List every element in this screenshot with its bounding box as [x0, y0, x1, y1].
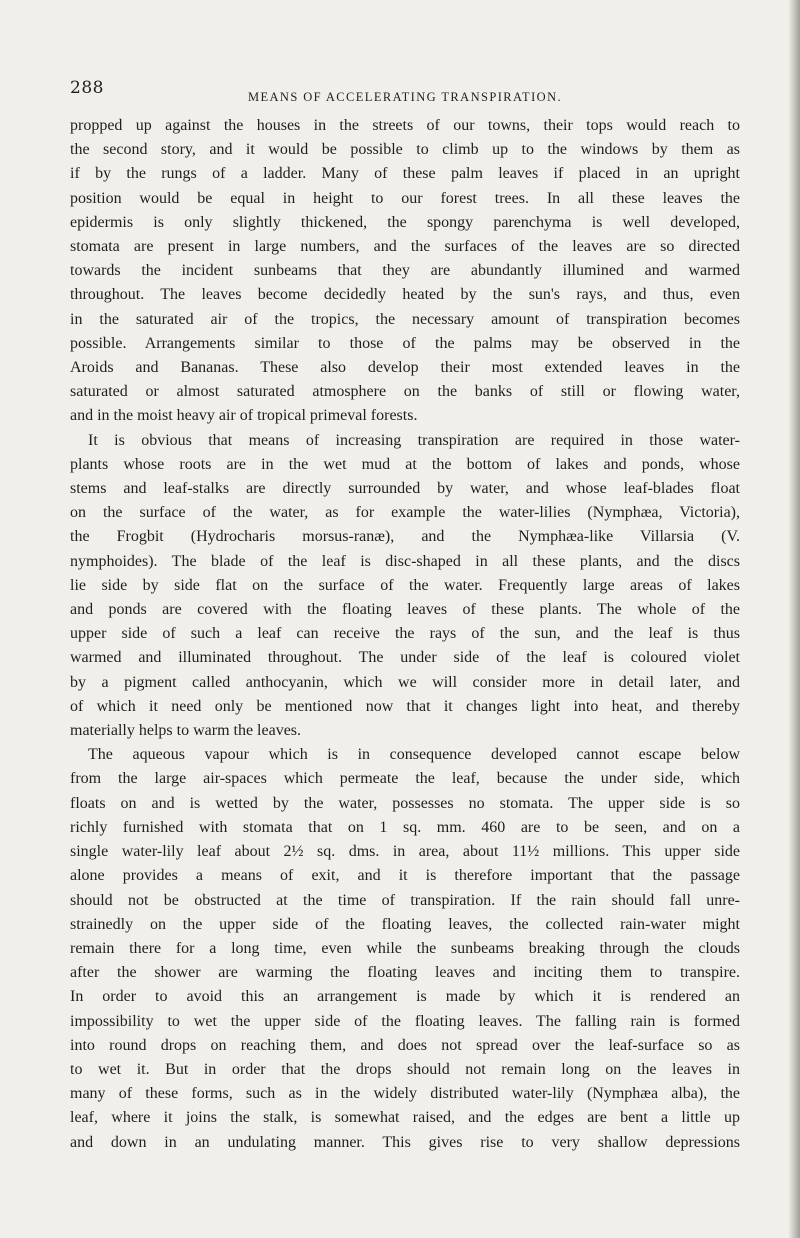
text-line: possible. Arrangements similar to those of the palms may be observed in the [70, 334, 740, 352]
text-line: to wet it. But in order that the drops should not remain long on the leaves in [70, 1060, 740, 1078]
text-line: throughout. The leaves become decidedly heated by the sun's rays, and thus, even [70, 286, 740, 304]
text-line: floats on and is wetted by the water, possesses no stomata. The upper side is so [70, 794, 740, 812]
text-line: In order to avoid this an arrangement is made by which it is rendered an [70, 988, 740, 1006]
text-line: epidermis is only slightly thickened, the spongy parenchyma is well developed, [70, 213, 740, 231]
text-line: lie side by side flat on the surface of the water. Frequently large areas of lakes [70, 576, 740, 594]
text-line: materially helps to warm the leaves. [70, 722, 302, 740]
text-line: and in the moist heavy air of tropical primeval forests. [70, 407, 418, 425]
text-line: and ponds are covered with the floating leaves of these plants. The whole of the [70, 601, 740, 619]
page-edge-shadow [788, 0, 800, 1238]
running-head: MEANS OF ACCELERATING TRANSPIRATION. [247, 90, 563, 104]
text-line: into round drops on reaching them, and does not spread over the leaf-surface so as [70, 1036, 740, 1054]
text-line: by a pigment called anthocyanin, which we will consider more in detail later, and [70, 673, 740, 691]
text-line: in the saturated air of the tropics, the necessary amount of transpiration becomes [70, 310, 740, 328]
paragraph-start-line: It is obvious that means of increasing transpiration are required in those water- [88, 431, 740, 449]
text-line: remain there for a long time, even while the sunbeams breaking through the clouds [70, 939, 740, 957]
text-line: saturated or almost saturated atmosphere on the banks of still or flowing water, [70, 383, 740, 401]
text-line: position would be equal in height to our forest trees. In all these leaves the [70, 189, 740, 207]
text-line: towards the incident sunbeams that they are abundantly illumined and warmed [70, 262, 740, 280]
text-line: strainedly on the upper side of the floating leaves, the collected rain-water might [70, 915, 740, 933]
body-text [70, 114, 740, 1155]
page-header [70, 78, 740, 102]
text-line: single water-lily leaf about 2½ sq. dms. in area, about 11½ millions. This upper side [70, 843, 740, 861]
text-line: and down in an undulating manner. This gives rise to very shallow depressions [70, 1133, 740, 1151]
text-line: plants whose roots are in the wet mud at the bottom of lakes and ponds, whose [70, 455, 740, 473]
text-line: stomata are present in large numbers, and the surfaces of the leaves are so directed [70, 238, 740, 256]
text-line: stems and leaf-stalks are directly surrounded by water, and whose leaf-blades float [70, 480, 740, 498]
text-line: if by the rungs of a ladder. Many of these palm leaves if placed in an upright [70, 165, 740, 183]
text-line: leaf, where it joins the stalk, is somewhat raised, and the edges are bent a little up [70, 1109, 740, 1127]
text-line: richly furnished with stomata that on 1 sq. mm. 460 are to be seen, and on a [70, 818, 740, 836]
text-line: should not be obstructed at the time of transpiration. If the rain should fall unre- [70, 891, 740, 909]
text-line: impossibility to wet the upper side of the floating leaves. The falling rain is formed [70, 1012, 740, 1030]
text-line: on the surface of the water, as for example the water-lilies (Nymphæa, Victoria), [70, 504, 740, 522]
text-line: from the large air-spaces which permeate the leaf, because the under side, which [70, 770, 740, 788]
text-line: alone provides a means of exit, and it is therefore important that the passage [70, 867, 740, 885]
text-line: the second story, and it would be possible to climb up to the windows by them as [70, 141, 740, 159]
text-line: warmed and illuminated throughout. The under side of the leaf is coloured violet [70, 649, 740, 667]
text-line: of which it need only be mentioned now that it changes light into heat, and thereby [70, 697, 740, 715]
text-line: Aroids and Bananas. These also develop their most extended leaves in the [70, 359, 740, 377]
text-line: upper side of such a leaf can receive the rays of the sun, and the leaf is thus [70, 625, 740, 643]
text-line: nymphoides). The blade of the leaf is disc-shaped in all these plants, and the discs [70, 552, 740, 570]
page-number: 288 [70, 78, 104, 98]
text-line: after the shower are warming the floating leaves and inciting them to transpire. [70, 964, 740, 982]
text-line: propped up against the houses in the streets of our towns, their tops would reach to [70, 117, 740, 134]
paragraph-start-line: The aqueous vapour which is in consequence developed cannot escape below [88, 746, 740, 764]
text-line: the Frogbit (Hydrocharis morsus-ranæ), and the Nymphæa-like Villarsia (V. [70, 528, 740, 546]
text-line: many of these forms, such as in the widely distributed water-lily (Nymphæa alba), the [70, 1085, 740, 1103]
